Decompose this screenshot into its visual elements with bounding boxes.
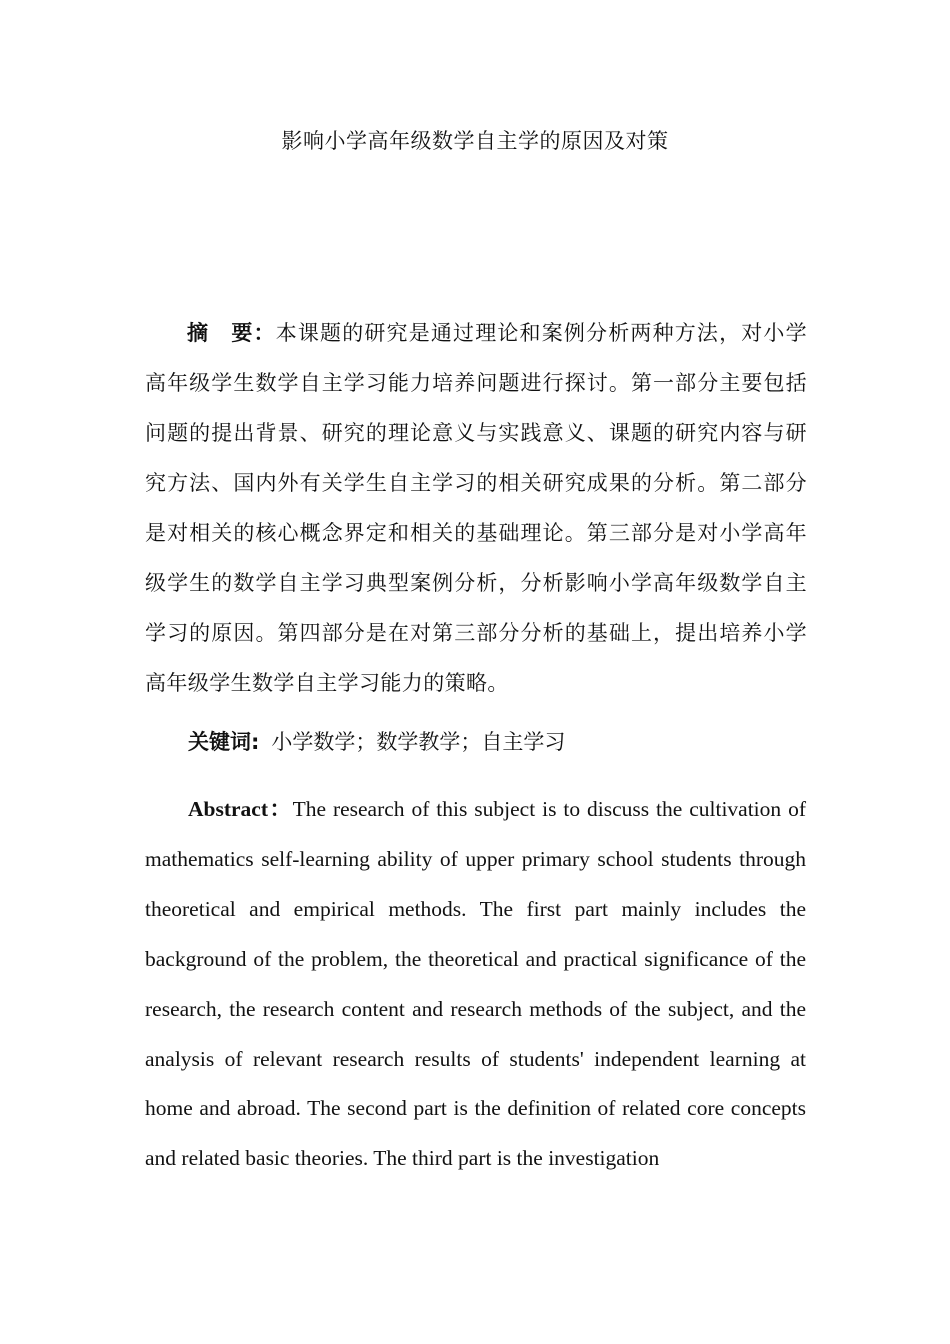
chinese-abstract-text: 本课题的研究是通过理论和案例分析两种方法，对小学高年级学生数学自主学习能力培养问题进行探讨。第一部分主要包括问题的提出背景、研究的理论意义与实践意义、课题的研究内容与研究方法、国内外有关学生自主学习的相关研究成果的分析。第二部分是对相关的核心概念界定和相关的基础理论。第三部分是对小学高年级学生的数学自主学习典型案例分析，分析影响小学高年级数学自主学习的原因。第四部分是在对第三部分分析的基础上，提出培养小学高年级学生数学自主学习能力的策略。 (145, 321, 807, 695)
paper-title: 影响小学高年级数学自主学的原因及对策 (281, 129, 669, 153)
chinese-abstract (145, 308, 807, 708)
keywords-text: 小学数学；数学教学；自主学习 (271, 730, 566, 754)
keywords (188, 722, 808, 762)
chinese-abstract-label: 摘 要： (187, 321, 276, 345)
english-abstract (145, 785, 806, 1184)
english-abstract-label: Abstract： (188, 797, 293, 821)
keywords-label: 关键词: (188, 730, 260, 754)
english-abstract-text: The research of this subject is to discuss the cultivation of mathematics self-learning ability of upper primary school students through theoretical and empirical methods. The first part mainly includes the background of the problem, the theoretical and practical significance of the research, the research content and research methods of the subject, and the analysis of relevant research results of students' independent learning at home and abroad. The second part is the definition of related core concepts and related basic theories. The third part is the investigation (145, 797, 806, 1171)
